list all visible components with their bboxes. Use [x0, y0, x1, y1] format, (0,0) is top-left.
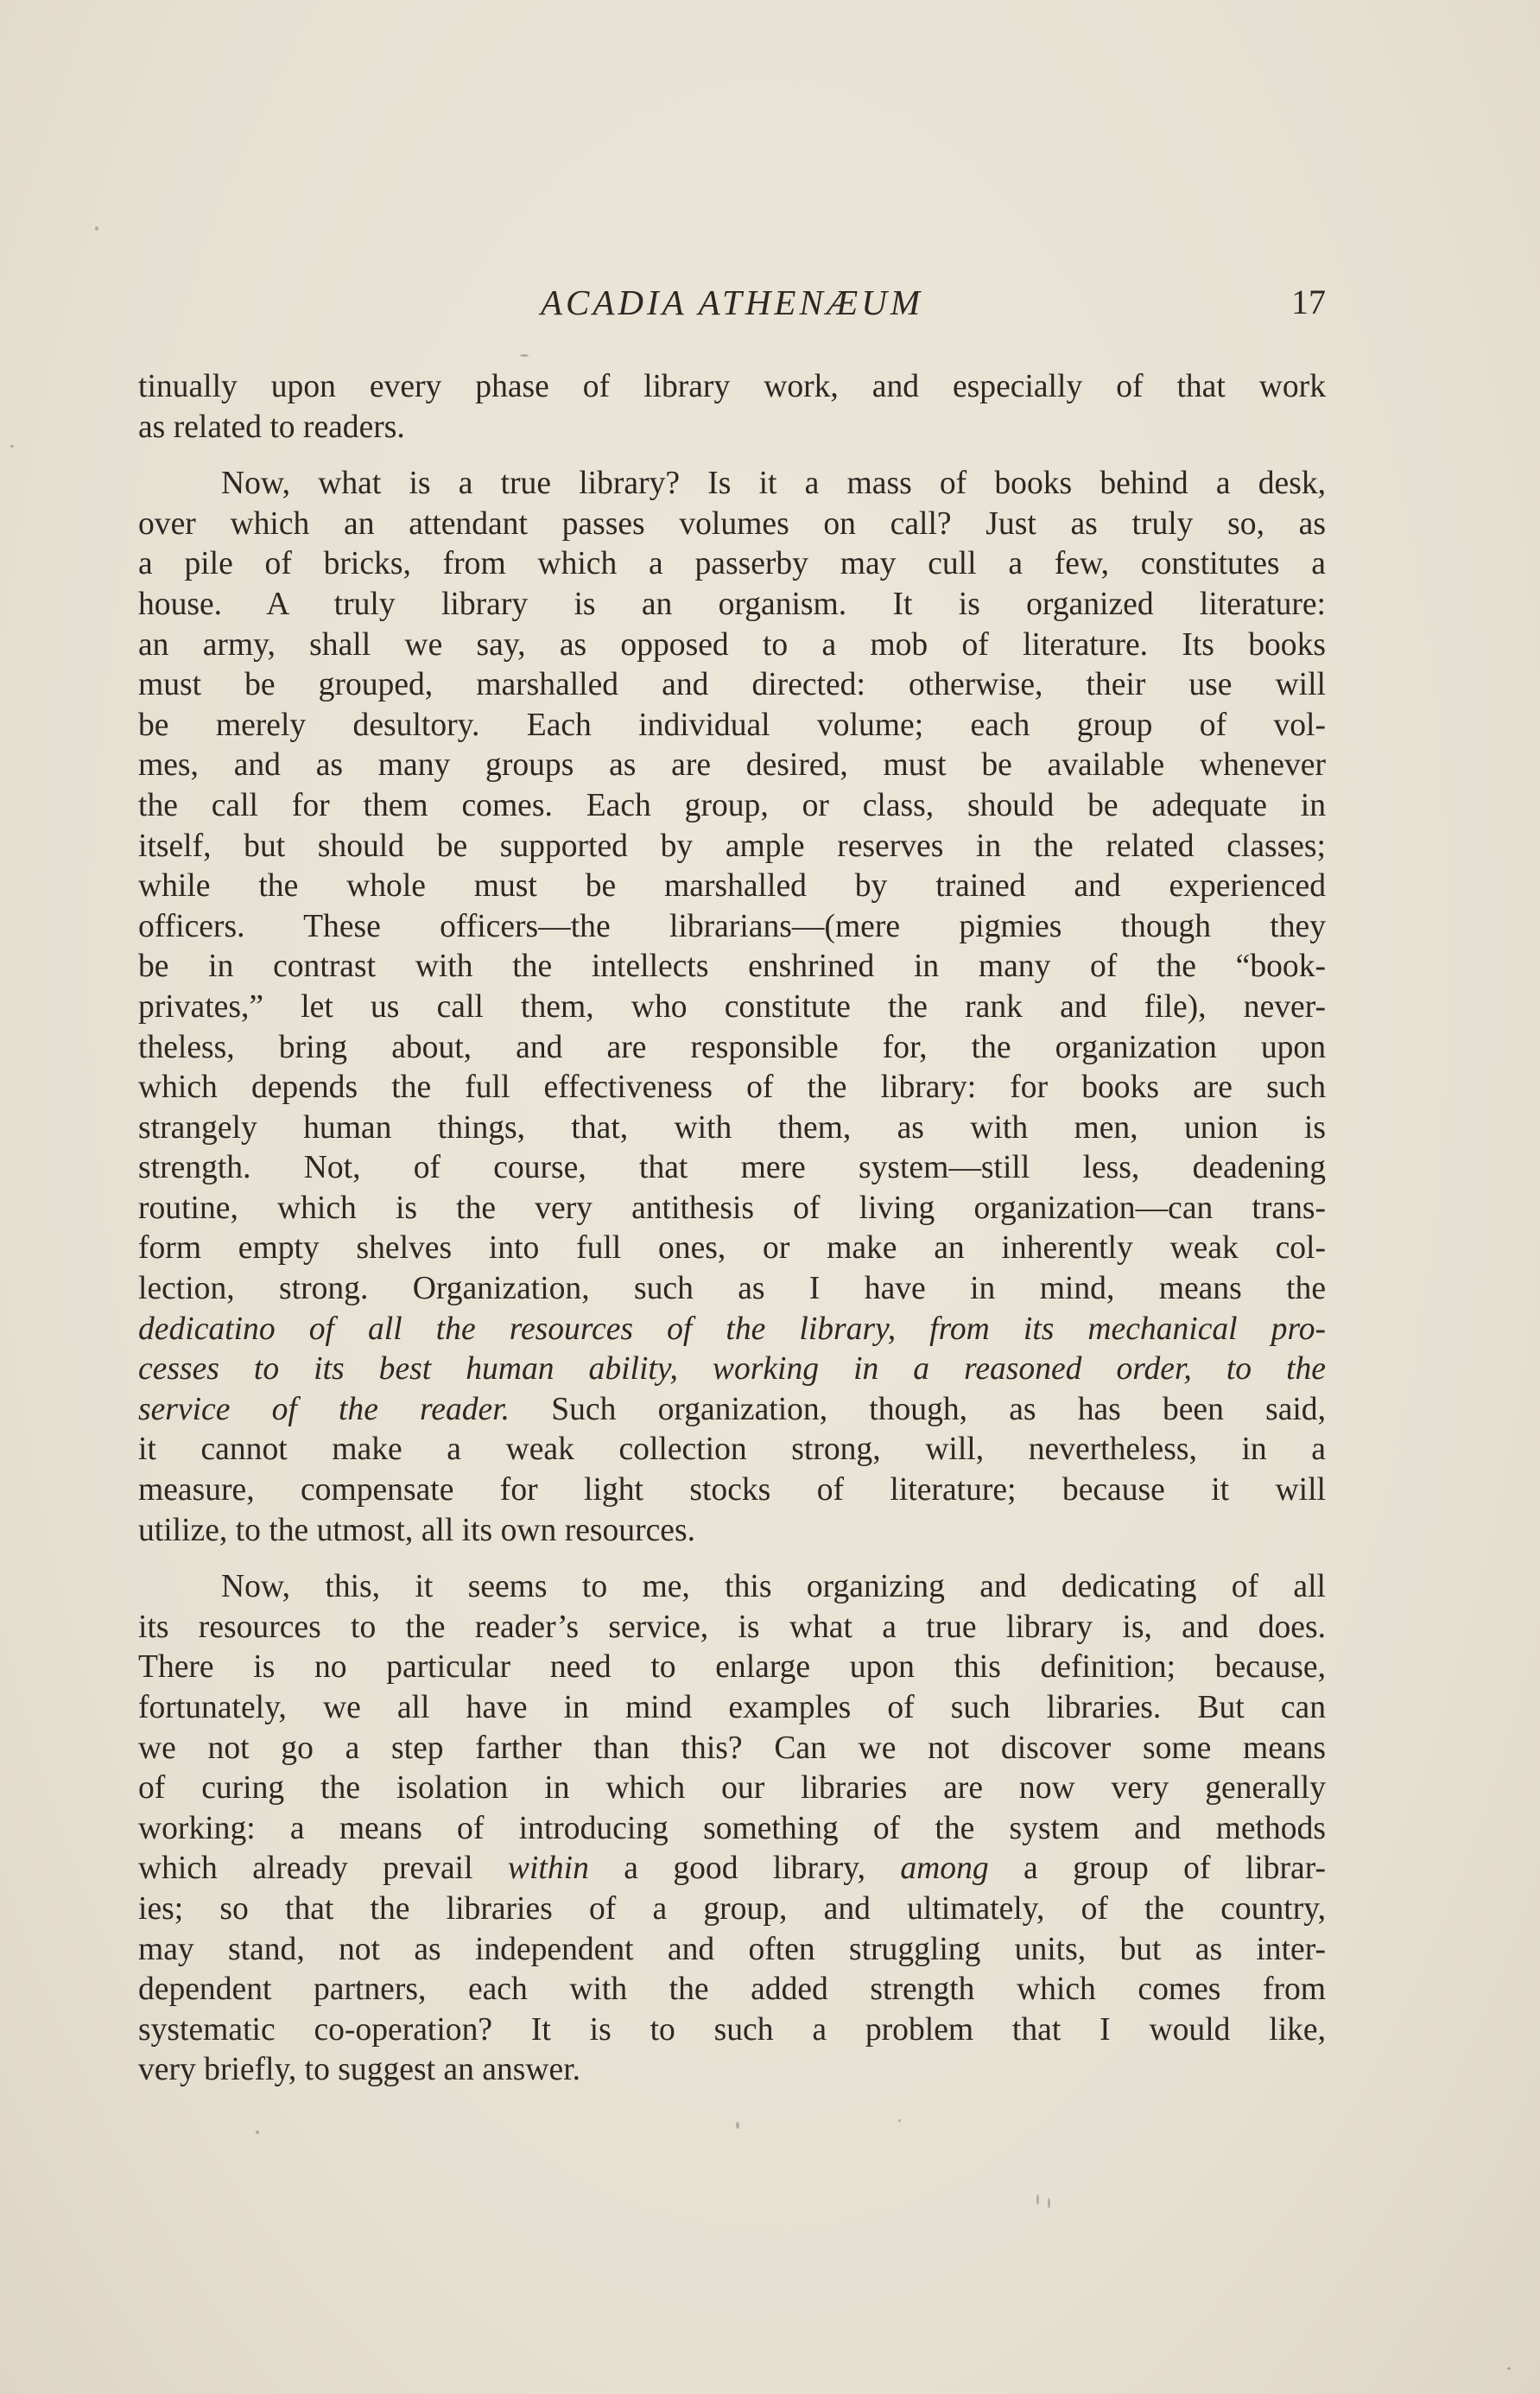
text-line: must be grouped, marshalled and directed: otherwise, their use will	[138, 667, 1326, 703]
paragraph-3	[138, 1567, 1326, 2091]
italic-text-line: cesses to its best human ability, working in a reasoned order, to the	[138, 1351, 1326, 1388]
text-line: form empty shelves into full ones, or make an inherently weak col-	[138, 1230, 1326, 1267]
italic-word: among	[900, 1851, 989, 1887]
text-line: house. A truly library is an organism. It is organized literature:	[138, 586, 1326, 622]
text-line: be merely desultory. Each individual volume; each group of vol-	[138, 707, 1326, 743]
paper-speck	[736, 2122, 739, 2129]
text-line: its resources to the reader’s service, is what a true library is, and does.	[138, 1609, 1326, 1645]
text-line: while the whole must be marshalled by trained and experienced	[138, 868, 1326, 905]
text-line: as related to readers.	[138, 409, 405, 445]
page-header	[138, 278, 1326, 330]
paper-speck	[1048, 2198, 1050, 2208]
text-line: dependent partners, each with the added strength which comes from	[138, 1972, 1326, 2008]
italic-phrase: service of the reader.	[138, 1391, 510, 1427]
text-line: over which an attendant passes volumes on call? Just as truly so, as	[138, 505, 1326, 542]
text-line: very briefly, to suggest an answer.	[138, 2052, 581, 2088]
page-number: 17	[1291, 283, 1326, 321]
text-line: working: a means of introducing something of the system and methods	[138, 1810, 1326, 1846]
text-line: be in contrast with the intellects enshrined in many of the “book-	[138, 949, 1326, 985]
text-line: which already prevail within a good library, among a group of librar-	[138, 1851, 1327, 1887]
text-line: measure, compensate for light stocks of literature; because it will	[138, 1472, 1326, 1508]
text-line: may stand, not as independent and often struggling units, but as inter-	[138, 1931, 1326, 1967]
paragraph-1	[138, 367, 1326, 448]
text-line: officers. These officers—the librarians—(mere pigmies though they	[138, 908, 1326, 944]
running-head: ACADIA ATHENÆUM	[540, 283, 924, 322]
paragraph-2	[138, 464, 1326, 1551]
text-line: of curing the isolation in which our libraries are now very generally	[138, 1770, 1326, 1807]
text-line: Now, this, it seems to me, this organizing and dedicating of all	[221, 1569, 1326, 1605]
text-line: tinually upon every phase of library work, and especially of that work	[138, 369, 1326, 404]
text-line: There is no particular need to enlarge upon this definition; because,	[138, 1649, 1326, 1686]
italic-word: within	[507, 1851, 589, 1887]
text-line: itself, but should be supported by ample reserves in the related classes;	[138, 828, 1326, 864]
text-line: lection, strong. Organization, such as I have in mind, means the	[138, 1271, 1326, 1307]
text-line: systematic co-operation? It is to such a problem that I would like,	[138, 2011, 1326, 2048]
text-line: fortunately, we all have in mind examples of such libraries. But can	[138, 1690, 1326, 1725]
text-line: strength. Not, of course, that mere system—still less, deadening	[138, 1150, 1326, 1186]
text-line: which depends the full effectiveness of the library: for books are such	[138, 1070, 1326, 1106]
paper-speck	[898, 2119, 901, 2122]
body-text	[138, 367, 1326, 2091]
paper-speck	[520, 354, 529, 357]
text-line: an army, shall we say, as opposed to a mob of literature. Its books	[138, 626, 1326, 663]
text-line: a pile of bricks, from which a passerby may cull a few, constitutes a	[138, 546, 1326, 582]
text-line: routine, which is the very antithesis of living organization—can trans-	[138, 1190, 1326, 1226]
paper-speck	[10, 445, 14, 448]
text-line: Now, what is a true library? Is it a mass of books behind a desk,	[221, 466, 1326, 502]
text-line: it cannot make a weak collection strong, will, nevertheless, in a	[138, 1432, 1326, 1468]
text-line: ies; so that the libraries of a group, and ultimately, of the country,	[138, 1890, 1326, 1927]
paper-speck	[1036, 2194, 1039, 2205]
text-line: strangely human things, that, with them, as with men, union is	[138, 1109, 1326, 1146]
italic-text-line: dedicatino of all the resources of the library, from its mechanical pro-	[138, 1311, 1326, 1347]
text-line: the call for them comes. Each group, or class, should be adequate in	[138, 787, 1326, 823]
paper-speck	[95, 226, 98, 231]
text-line: service of the reader. Such organization, though, as has been said,	[138, 1391, 1326, 1427]
text-line: privates,” let us call them, who constitute the rank and file), never-	[138, 988, 1326, 1025]
text-line: theless, bring about, and are responsible for, the organization upon	[138, 1029, 1326, 1065]
paper-speck	[1507, 2367, 1511, 2370]
text-line: utilize, to the utmost, all its own resources.	[138, 1512, 695, 1548]
paper-speck	[256, 2130, 259, 2134]
text-line: we not go a step farther than this? Can we not discover some means	[138, 1730, 1326, 1766]
text-line: mes, and as many groups as are desired, must be available whenever	[138, 747, 1326, 784]
